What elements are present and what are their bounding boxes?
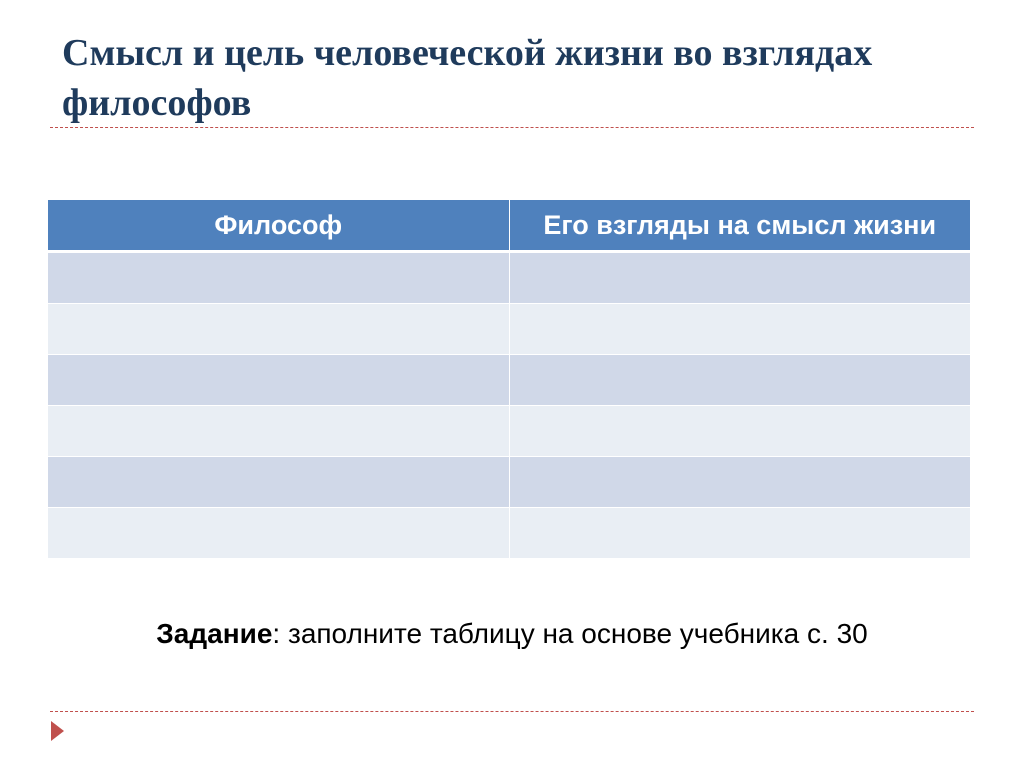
table-cell-philosopher[interactable]: [48, 355, 509, 406]
table-cell-views[interactable]: [509, 406, 970, 457]
column-header-philosopher: Философ: [48, 200, 509, 252]
table-cell-philosopher[interactable]: [48, 406, 509, 457]
task-instruction: [0, 618, 1024, 650]
table-cell-views[interactable]: [509, 304, 970, 355]
philosophers-table: [48, 200, 970, 559]
table-row: [48, 355, 970, 406]
table-cell-views[interactable]: [509, 252, 970, 304]
table-cell-philosopher[interactable]: [48, 457, 509, 508]
column-header-views: Его взгляды на смысл жизни: [509, 200, 970, 252]
table-row: [48, 457, 970, 508]
table-cell-views[interactable]: [509, 355, 970, 406]
table-cell-views[interactable]: [509, 457, 970, 508]
table-cell-views[interactable]: [509, 508, 970, 559]
footer-divider: [50, 711, 974, 712]
title-divider: [50, 127, 974, 128]
table-cell-philosopher[interactable]: [48, 508, 509, 559]
task-label: Задание: [156, 618, 273, 649]
table-header-row: [48, 200, 970, 252]
table-row: [48, 304, 970, 355]
table-row: [48, 508, 970, 559]
slide-title: Смысл и цель человеческой жизни во взглядах философов: [62, 32, 873, 124]
table-cell-philosopher[interactable]: [48, 304, 509, 355]
table-row: [48, 406, 970, 457]
table-row: [48, 252, 970, 304]
table-cell-philosopher[interactable]: [48, 252, 509, 304]
play-arrow-icon[interactable]: [51, 721, 64, 741]
task-text: : заполните таблицу на основе учебника с. 30: [272, 618, 868, 649]
